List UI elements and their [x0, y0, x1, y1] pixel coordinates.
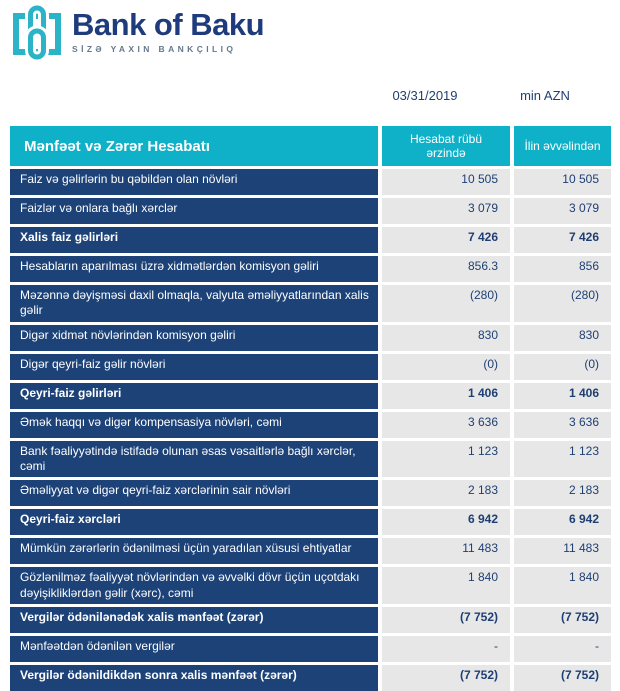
row-value-ytd: (0): [514, 354, 611, 380]
row-value-quarter: (7 752): [382, 665, 510, 691]
row-value-ytd: 1 123: [514, 441, 611, 478]
table-row: [10, 354, 612, 380]
row-label: Mümkün zərərlərin ödənilməsi üçün yaradılan xüsusi ehtiyatlar: [10, 538, 378, 564]
row-value-quarter: 3 079: [382, 198, 510, 224]
table-row: [10, 227, 612, 253]
row-value-ytd: (280): [514, 285, 611, 322]
row-value-ytd: 3 636: [514, 412, 611, 438]
row-value-quarter: -: [382, 636, 510, 662]
row-label: Qeyri-faiz gəlirləri: [10, 383, 378, 409]
brand-text: [72, 4, 264, 54]
brand-name: Bank of Baku: [72, 7, 265, 42]
currency-unit: min AZN: [520, 88, 570, 103]
table-header: [10, 126, 612, 166]
row-value-ytd: 1 840: [514, 567, 611, 604]
row-value-quarter: 856.3: [382, 256, 510, 282]
table-row: [10, 567, 612, 604]
row-value-ytd: 7 426: [514, 227, 611, 253]
row-value-quarter: 11 483: [382, 538, 510, 564]
row-value-ytd: (7 752): [514, 665, 611, 691]
row-label: Mənfəətdən ödənilən vergilər: [10, 636, 378, 662]
report-date: 03/31/2019: [392, 88, 458, 103]
row-value-quarter: 7 426: [382, 227, 510, 253]
brand-tagline: SİZƏ YAXIN BANKÇILIQ: [72, 44, 237, 55]
row-label: Qeyri-faiz xərcləri: [10, 509, 378, 535]
table-row: [10, 383, 612, 409]
brand-header: [12, 4, 264, 60]
table-row: [10, 325, 612, 351]
table-row: [10, 412, 612, 438]
row-value-quarter: 830: [382, 325, 510, 351]
column-header-ytd: [514, 126, 611, 166]
row-label: Xalis faiz gəlirləri: [10, 227, 378, 253]
row-value-ytd: 856: [514, 256, 611, 282]
row-value-quarter: 2 183: [382, 480, 510, 506]
row-label: Vergilər ödənilənədək xalis mənfəət (zərər): [10, 607, 378, 633]
row-value-ytd: 6 942: [514, 509, 611, 535]
row-label: Faizlər və onlara bağlı xərclər: [10, 198, 378, 224]
row-value-ytd: 11 483: [514, 538, 611, 564]
row-value-quarter: 3 636: [382, 412, 510, 438]
column-header-quarter: [382, 126, 510, 166]
row-value-quarter: 1 123: [382, 441, 510, 478]
row-value-quarter: 10 505: [382, 169, 510, 195]
row-label: Digər xidmət növlərindən komisyon gəliri: [10, 325, 378, 351]
table-row: [10, 636, 612, 662]
row-label: Əmək haqqı və digər kompensasiya növləri, cəmi: [10, 412, 378, 438]
row-label: Digər qeyri-faiz gəlir növləri: [10, 354, 378, 380]
row-value-quarter: (0): [382, 354, 510, 380]
table-row: [10, 198, 612, 224]
row-value-quarter: 6 942: [382, 509, 510, 535]
row-label: Əməliyyat və digər qeyri-faiz xərclərinin sair növləri: [10, 480, 378, 506]
chain-links-icon: [12, 4, 62, 60]
table-row: [10, 441, 612, 478]
row-value-ytd: (7 752): [514, 607, 611, 633]
row-label: Bank fəaliyyətində istifadə olunan əsas vəsaitlərlə bağlı xərclər, cəmi: [10, 441, 378, 478]
row-value-quarter: (7 752): [382, 607, 510, 633]
row-value-ytd: 3 079: [514, 198, 611, 224]
row-value-ytd: 1 406: [514, 383, 611, 409]
row-label: Məzənnə dəyişməsi daxil olmaqla, valyuta əməliyyatlarından xalis gəlir: [10, 285, 378, 322]
table-row: [10, 285, 612, 322]
row-value-quarter: 1 406: [382, 383, 510, 409]
row-value-quarter: 1 840: [382, 567, 510, 604]
table-body: [10, 169, 612, 691]
row-label: Hesabların aparılması üzrə xidmətlərdən komisyon gəliri: [10, 256, 378, 282]
table-row: [10, 607, 612, 633]
table-row: [10, 480, 612, 506]
row-value-ytd: -: [514, 636, 611, 662]
column-header-ytd-label: İlin əvvəlindən: [524, 138, 601, 153]
profit-loss-table: [10, 126, 612, 691]
table-row: [10, 665, 612, 691]
row-label: Vergilər ödənildikdən sonra xalis mənfəət (zərər): [10, 665, 378, 691]
row-value-ytd: 2 183: [514, 480, 611, 506]
row-label: Gözlənilməz fəaliyyət növlərindən və əvvəlki dövr üçün uçotdakı dəyişikliklərdən gəlir (xərc), cəmi: [10, 567, 378, 604]
row-value-ytd: 10 505: [514, 169, 611, 195]
table-row: [10, 509, 612, 535]
table-row: [10, 256, 612, 282]
column-header-quarter-label: Hesabat rübü ərzində: [409, 131, 483, 160]
table-row: [10, 538, 612, 564]
row-value-ytd: 830: [514, 325, 611, 351]
row-label: Faiz və gəlirlərin bu qəbildən olan növləri: [10, 169, 378, 195]
row-value-quarter: (280): [382, 285, 510, 322]
table-row: [10, 169, 612, 195]
table-title: Mənfəət və Zərər Hesabatı: [10, 126, 378, 166]
